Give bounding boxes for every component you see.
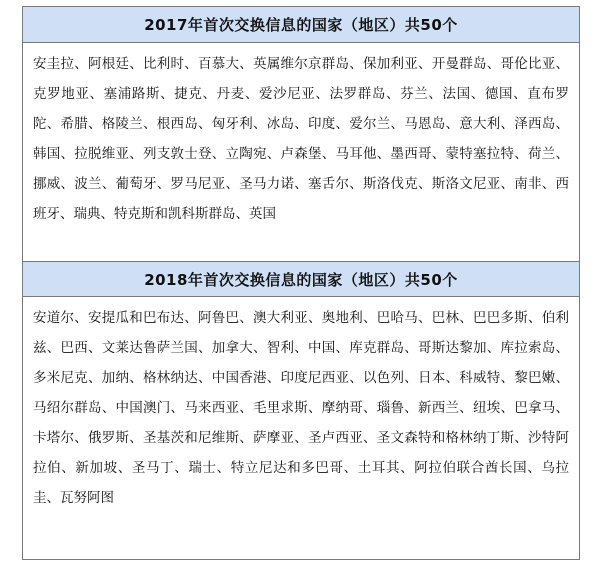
- country-exchange-table: [22, 6, 580, 560]
- section-2018-country-list: 安道尔、安提瓜和巴布达、阿鲁巴、澳大利亚、奥地利、巴哈马、巴林、巴巴多斯、伯利兹、巴西、文莱达鲁萨兰国、加拿大、智利、中国、库克群岛、哥斯达黎加、库拉索岛、多米尼克、加纳、格林纳达、中国香港、印度尼西亚、以色列、日本、科威特、黎巴嫩、马绍尔群岛、中国澳门、马来西亚、毛里求斯、摩纳哥、瑙鲁、新西兰、纽埃、巴拿马、卡塔尔、俄罗斯、圣基茨和尼维斯、萨摩亚、圣卢西亚、圣文森特和格林纳丁斯、沙特阿拉伯、新加坡、圣马丁、瑞士、特立尼达和多巴哥、土耳其、阿拉伯联合酋长国、乌拉圭、瓦努阿图: [33, 310, 569, 506]
- section-2018-title: 2018年首次交换信息的国家（地区）共50个: [23, 261, 579, 297]
- section-2017-title: 2017年首次交换信息的国家（地区）共50个: [23, 7, 579, 43]
- section-2017-country-list: 安圭拉、阿根廷、比利时、百慕大、英属维尔京群岛、保加利亚、开曼群岛、哥伦比亚、克罗地亚、塞浦路斯、捷克、丹麦、爱沙尼亚、法罗群岛、芬兰、法国、德国、直布罗陀、希腊、格陵兰、根西岛、匈牙利、冰岛、印度、爱尔兰、马恩岛、意大利、泽西岛、韩国、拉脱维亚、列支敦士登、立陶宛、卢森堡、马耳他、墨西哥、蒙特塞拉特、荷兰、挪威、波兰、葡萄牙、罗马尼亚、圣马力诺、塞舌尔、斯洛伐克、斯洛文尼亚、南非、西班牙、瑞典、特克斯和凯科斯群岛、英国: [33, 56, 569, 222]
